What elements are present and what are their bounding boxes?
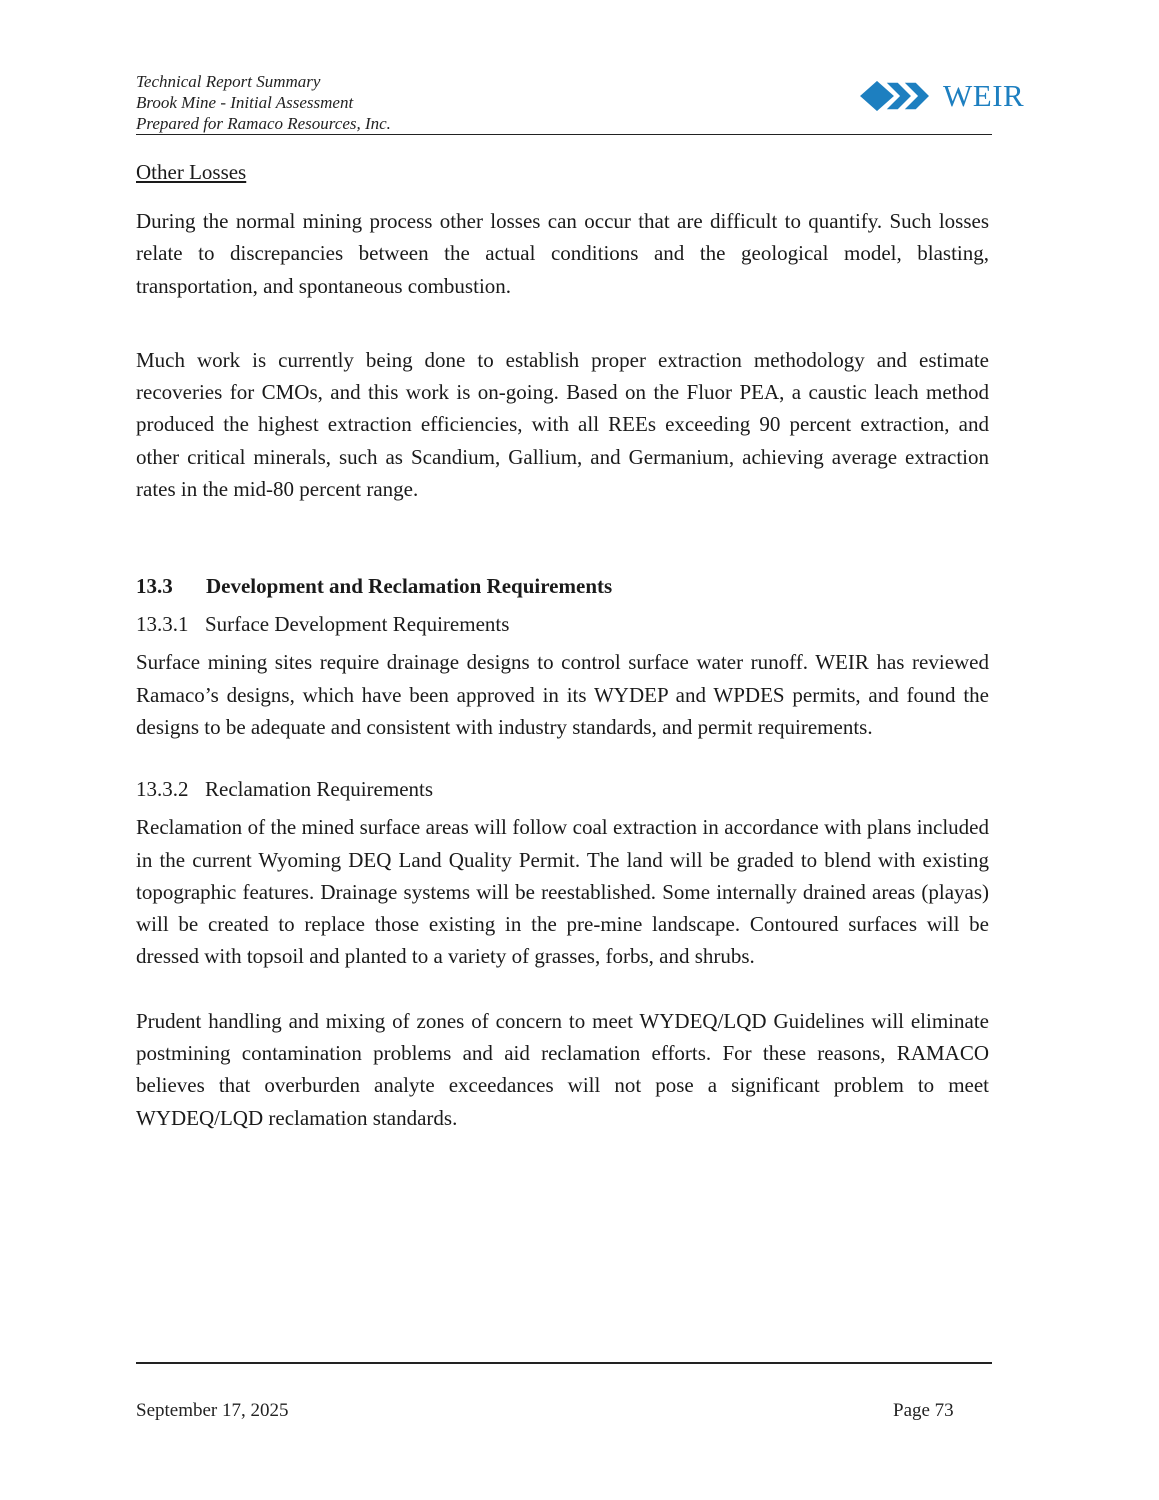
weir-chevrons-icon (859, 78, 941, 114)
extraction-paragraph: Much work is currently being done to establish proper extraction methodology and estimate recoveries for CMOs, and this work is on-going. Based on the Fluor PEA, a caustic leach method produced the highest extraction efficiencies, with all REEs exceeding 90 percent extraction, and other critical minerals, such as Scandium, Gallium, and Germanium, achieving average extraction rates in the mid-80 percent range. (136, 347, 989, 502)
surface-development-paragraph: Surface mining sites require drainage designs to control surface water runoff. WEIR has reviewed Ramaco’s designs, which have been approved in its WYDEP and WPDES permits, and found the designs to be adequate and consistent with industry standards, and permit requirements. (136, 650, 989, 739)
other-losses-paragraph: During the normal mining process other losses can occur that are difficult to quantify. Such losses relate to discrepancies between the actual conditions and the geological model, blasting, transportation, and spontaneous combustion. (136, 209, 989, 298)
footer-divider (136, 1362, 992, 1364)
subsection-title: Surface Development Requirements (205, 612, 510, 637)
logo-wordmark: WEIR (943, 78, 1025, 113)
header-divider (136, 134, 992, 135)
section-heading (136, 570, 989, 602)
footer-date: September 17, 2025 (136, 1400, 289, 1421)
header-line-title: Technical Report Summary (136, 72, 321, 91)
subsection-heading-surface (136, 608, 989, 640)
section-number: 13.3 (136, 574, 173, 599)
reclamation-paragraph: Reclamation of the mined surface areas will follow coal extraction in accordance with plans included in the current Wyoming DEQ Land Quality Permit. The land will be graded to blend with existing topographic features. Drainage systems will be reestablished. Some internally drained areas (playas) will be created to replace those existing in the pre-mine landscape. Contoured surfaces will be dressed with topsoil and planted to a variety of grasses, forbs, and shrubs. (136, 815, 989, 969)
subsection-number: 13.3.2 (136, 777, 189, 802)
weir-logo (859, 78, 1024, 114)
subsection-number: 13.3.1 (136, 612, 189, 637)
header-line-client: Prepared for Ramaco Resources, Inc. (136, 114, 391, 133)
guidelines-paragraph: Prudent handling and mixing of zones of concern to meet WYDEQ/LQD Guidelines will eliminate postmining contamination problems and aid reclamation efforts. For these reasons, RAMACO believes that overburden analyte exceedances will not pose a significant problem to meet WYDEQ/LQD reclamation standards. (136, 1008, 989, 1130)
header-line-project: Brook Mine - Initial Assessment (136, 93, 354, 112)
other-losses-heading: Other Losses (136, 160, 247, 184)
section-title: Development and Reclamation Requirements (206, 574, 613, 599)
subsection-title: Reclamation Requirements (205, 777, 434, 802)
page-number: Page 73 (893, 1400, 954, 1421)
subsection-heading-reclamation (136, 773, 989, 805)
page-body (136, 156, 989, 1134)
report-header (136, 71, 391, 134)
